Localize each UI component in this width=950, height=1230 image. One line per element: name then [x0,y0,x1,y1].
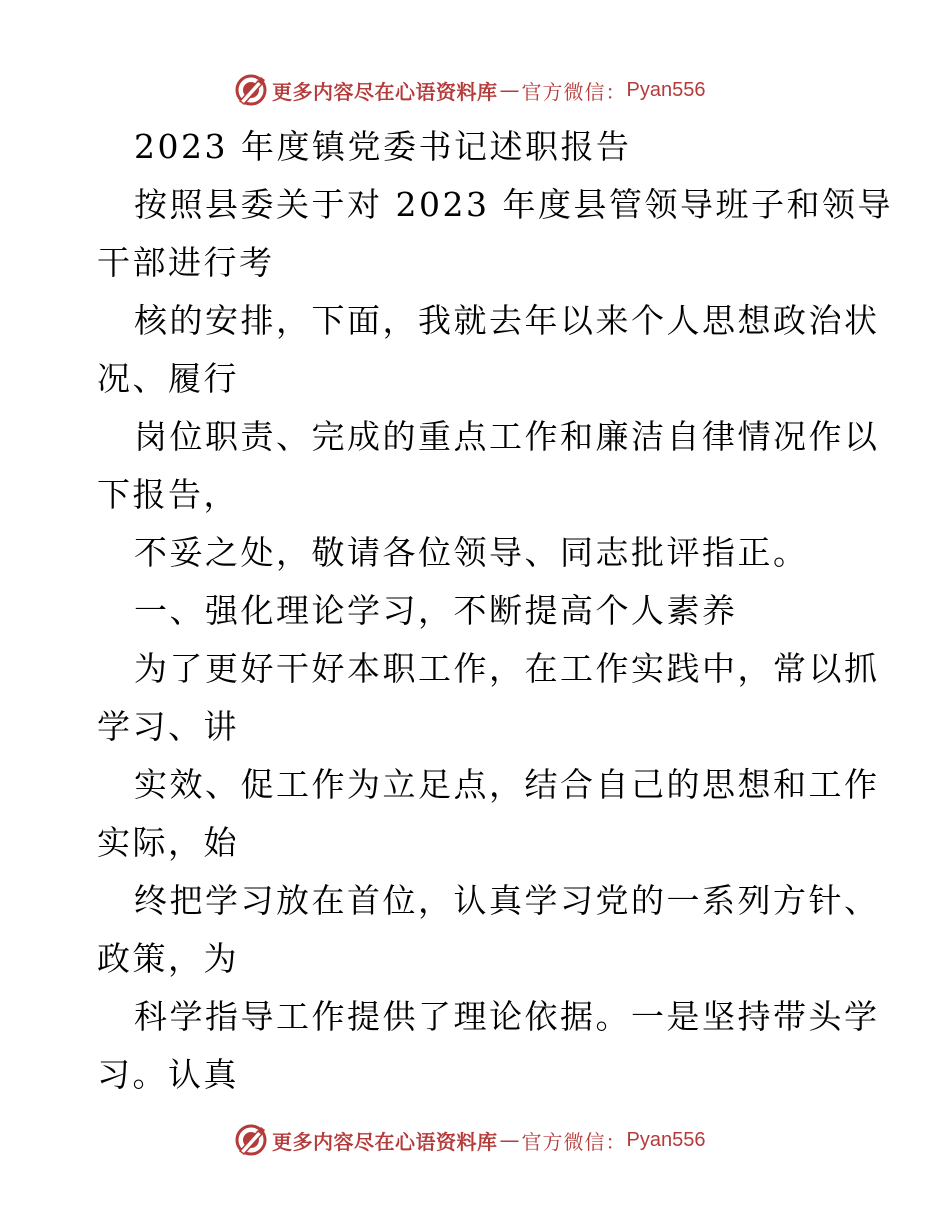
body-line: 干部进行考 [97,243,275,282]
body-line: 实际，始 [97,823,239,862]
watermark-text: 更多内容尽在心语资料库 [272,1129,498,1154]
watermark-dash: — [499,78,520,102]
body-line: 学习、讲 [97,707,239,746]
document-body [0,118,950,1104]
watermark-wechat-label: 官方微信： [521,79,627,104]
body-line: 习。认真 [97,1055,239,1094]
red-pen-circle-logo-icon [234,1123,268,1157]
body-line: 岗位职责、完成的重点工作和廉洁自律情况作以 [134,417,880,456]
body-line: 为了更好干好本职工作，在工作实践中，常以抓 [134,649,880,688]
body-line: 下报告， [97,475,239,514]
body-line: 政策，为 [97,939,239,978]
header-watermark [234,72,705,108]
body-line: 实效、促工作为立足点，结合自己的思想和工作 [134,765,880,804]
watermark-wechat-id: Pyan556 [626,78,706,101]
body-line: 不妥之处，敬请各位领导、同志批评指正。 [134,533,809,572]
body-line: 终把学习放在首位，认真学习党的一系列方针、 [134,881,880,920]
body-line: 科学指导工作提供了理论依据。一是坚持带头学 [134,997,880,1036]
watermark-text: 更多内容尽在心语资料库 [272,79,498,104]
body-line: 况、履行 [97,359,239,398]
red-pen-circle-logo-icon [234,73,268,107]
body-line: 按照县委关于对 2023 年度县管领导班子和领导 [134,185,893,224]
watermark-wechat-label: 官方微信： [521,1129,627,1154]
footer-watermark [234,1122,705,1158]
body-line: 一、强化理论学习，不断提高个人素养 [134,591,738,630]
watermark-dash: — [499,1128,520,1152]
body-line: 核的安排，下面，我就去年以来个人思想政治状 [134,301,880,340]
body-line: 2023 年度镇党委书记述职报告 [134,127,632,166]
watermark-wechat-id: Pyan556 [626,1128,706,1151]
